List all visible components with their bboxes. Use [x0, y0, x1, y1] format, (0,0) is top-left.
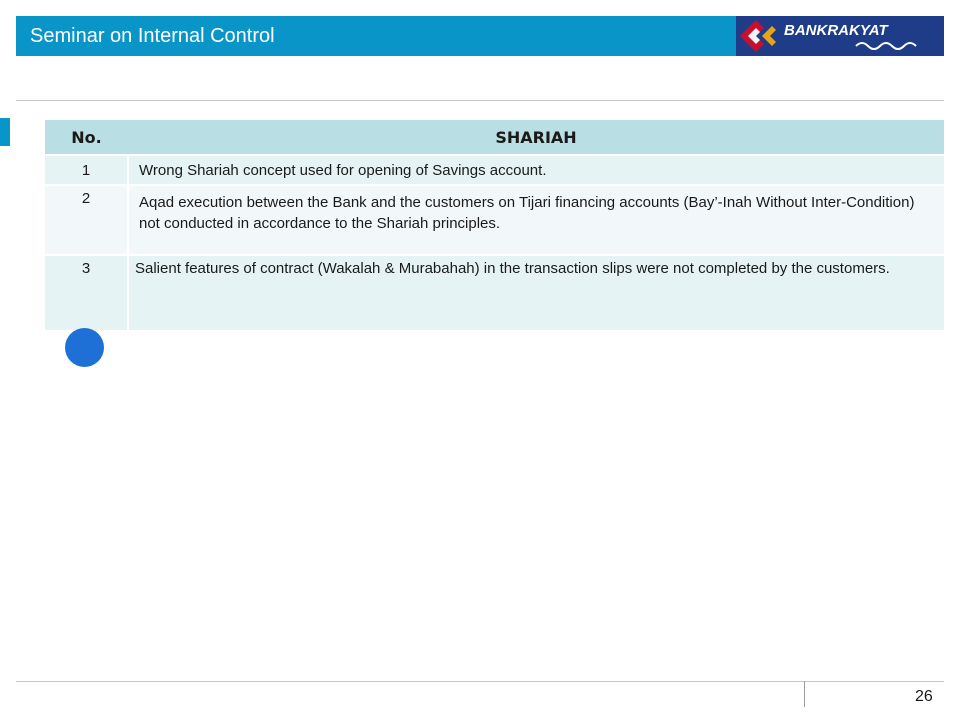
side-accent-marker	[0, 118, 10, 146]
circle-bullet-icon	[65, 328, 104, 367]
column-header-no: No.	[45, 120, 128, 155]
top-divider	[16, 100, 944, 101]
footer-divider	[804, 681, 805, 707]
table-row	[45, 255, 944, 330]
shariah-findings-table	[45, 120, 944, 330]
presentation-title: Seminar on Internal Control	[30, 25, 275, 47]
logo-wordmark: BANKRAKYAT	[784, 22, 888, 39]
table-header-row	[45, 120, 944, 155]
header-bar	[16, 16, 944, 56]
row-finding-text: Aqad execution between the Bank and the customers on Tijari financing accounts (Bay’-Inah Without Inter-Condition) not conducted in accordance to the Shariah principles.	[128, 185, 944, 255]
row-number: 2	[45, 185, 128, 255]
row-number: 1	[45, 155, 128, 185]
row-number: 3	[45, 255, 128, 330]
row-finding-text: Wrong Shariah concept used for opening of Savings account.	[128, 155, 944, 185]
bank-rakyat-logo-graphic	[736, 16, 944, 56]
table-row	[45, 185, 944, 255]
column-header-shariah: SHARIAH	[128, 120, 944, 155]
row-finding-text: Salient features of contract (Wakalah & Murabahah) in the transaction slips were not completed by the customers.	[128, 255, 944, 330]
page-number: 26	[915, 688, 933, 705]
table-row	[45, 155, 944, 185]
bank-rakyat-logo	[736, 16, 944, 56]
